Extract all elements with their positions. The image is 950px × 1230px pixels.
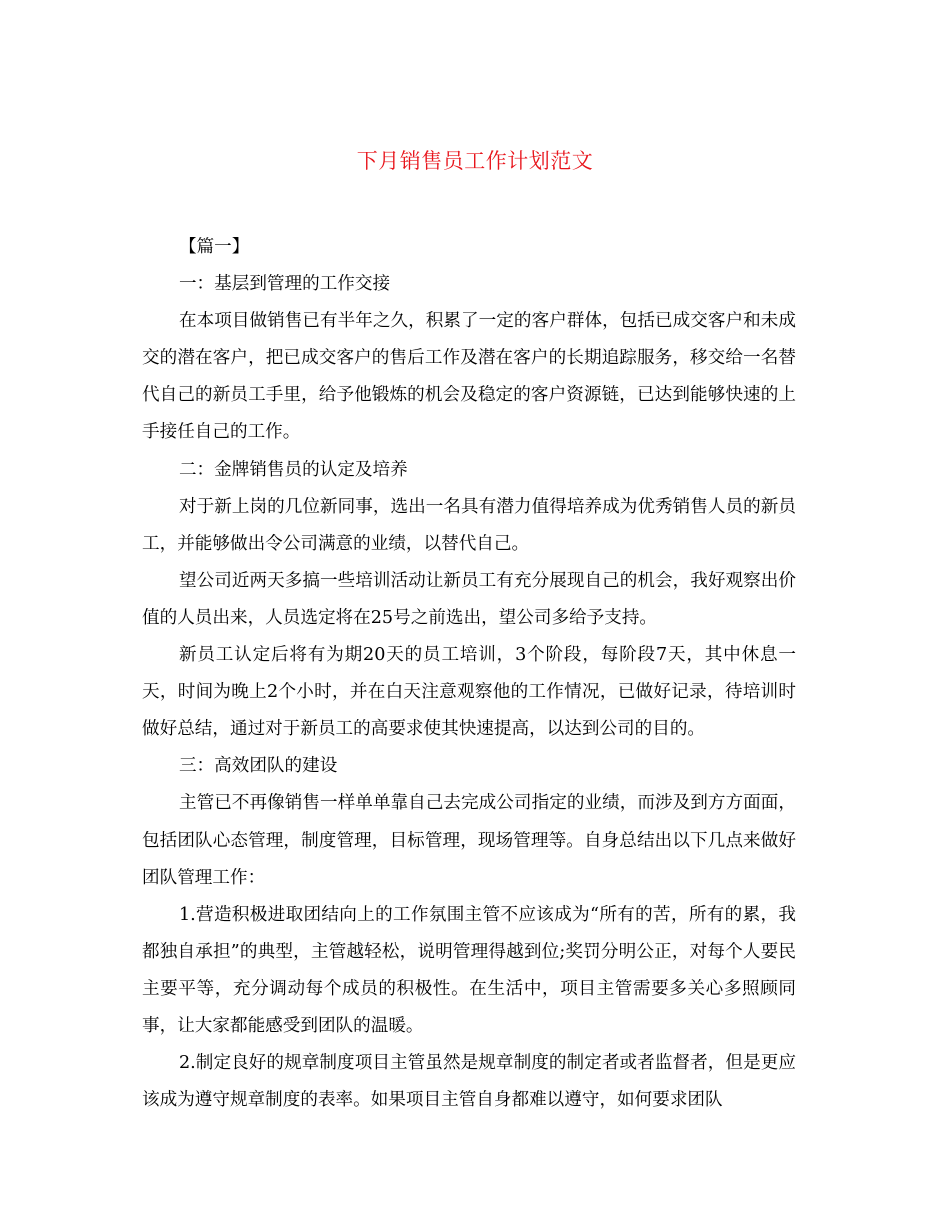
paragraph: 2.制定良好的规章制度项目主管虽然是规章制度的制定者或者监督者，但是更应该成为遵守规章制度的表率。如果项目主管自身都难以遵守，如何要求团队 [142, 1053, 796, 1111]
section-marker: 【篇一】 [178, 237, 250, 257]
paragraph: 1.营造积极进取团结向上的工作氛围主管不应该成为“所有的苦，所有的累，我都独自承担”的典型，主管越轻松，说明管理得越到位;奖罚分明公正，对每个人要民主要平等，充分调动每个成员的积极性。在生活中，项目主管需要多关心多照顾同事，让大家都能感受到团队的温暖。 [142, 904, 796, 1036]
section-heading: 二：金牌销售员的认定及培养 [178, 459, 408, 480]
paragraph: 对于新上岗的几位新同事，选出一名具有潜力值得培养成为优秀销售人员的新员工，并能够做出令公司满意的业绩，以替代自己。 [142, 496, 796, 554]
paragraph: 望公司近两天多搞一些培训活动让新员工有充分展现自己的机会，我好观察出价值的人员出来，人员选定将在25号之前选出，望公司多给予支持。 [142, 570, 796, 628]
section-heading: 三：高效团队的建设 [178, 756, 338, 777]
paragraph: 在本项目做销售已有半年之久，积累了一定的客户群体，包括已成交客户和未成交的潜在客户，把已成交客户的售后工作及潜在客户的长期追踪服务，移交给一名替代自己的新员工手里，给予他锻炼的机会及稳定的客户资源链，已达到能够快速的上手接任自己的工作。 [142, 311, 796, 443]
section-heading: 一：基层到管理的工作交接 [178, 274, 391, 295]
paragraph: 主管已不再像销售一样单单靠自己去完成公司指定的业绩，而涉及到方方面面，包括团队心态管理，制度管理，目标管理，现场管理等。自身总结出以下几点来做好团队管理工作： [142, 793, 796, 888]
paragraph: 新员工认定后将有为期20天的员工培训，3个阶段，每阶段7天，其中休息一天，时间为晚上2个小时，并在白天注意观察他的工作情况，已做好记录，待培训时做好总结，通过对于新员工的高要求使其快速提高，以达到公司的目的。 [142, 645, 796, 740]
document-body [142, 229, 796, 1119]
document-title: 下月销售员工作计划范文 [356, 149, 594, 173]
